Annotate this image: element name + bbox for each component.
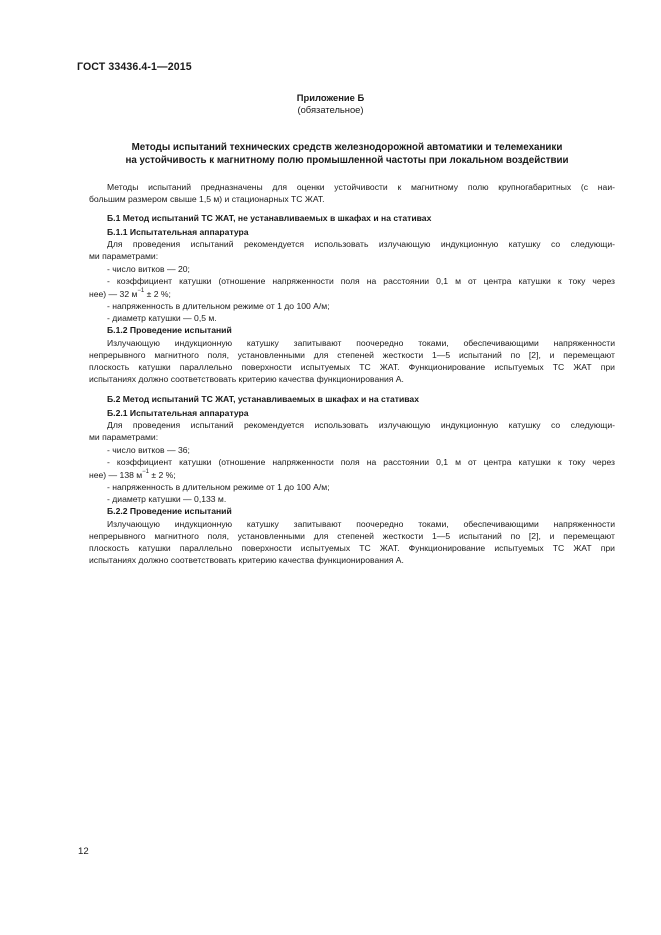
page-number: 12	[78, 846, 89, 857]
subsection-b11-heading: Б.1.1 Испытательная аппаратура	[107, 227, 249, 237]
b11-text-line-2: ми параметрами:	[89, 251, 159, 261]
b21-item-coefficient-line-2: нее) — 138 $м^{-1} \pm 2$ %;	[89, 469, 176, 480]
b12-text-line-4: испытаниях должно соответствовать критерию качества функционирования А.	[89, 374, 404, 384]
b22-text-line-4: испытаниях должно соответствовать критерию качества функционирования А.	[89, 555, 404, 565]
b11-item-coefficient-line-2: нее) — 32 $м^{-1} \pm 2$ %;	[89, 288, 171, 299]
b11-text-line-1: Для проведения испытаний рекомендуется использовать излучающую индукционную катушку со следующи-	[107, 239, 615, 249]
b21-item-field-strength: - напряженность в длительном режиме от 1 до 100 А/м;	[107, 482, 330, 492]
b22-text-line-3: плоскость катушки параллельно поверхности испытуемых ТС ЖАТ. Функционирование испытуемых ТС ЖАТ при	[89, 543, 615, 553]
annex-title: Приложение Б	[296, 92, 365, 103]
document-title-line-1: Методы испытаний технических средств железнодорожной автоматики и телемеханики	[131, 142, 563, 153]
subsection-b22-heading: Б.2.2 Проведение испытаний	[107, 506, 232, 516]
intro-line-1: Методы испытаний предназначены для оценки устойчивости к магнитному полю крупногабаритных (с наи-	[107, 182, 615, 192]
section-b1-heading: Б.1 Метод испытаний ТС ЖАТ, не устанавливаемых в шкафах и на стативах	[107, 213, 432, 223]
b11-item-coefficient-line-1: - коэффициент катушки (отношение напряженности поля на расстоянии 0,1 м от центра катушки к току через	[107, 276, 615, 286]
b11-item-field-strength: - напряженность в длительном режиме от 1 до 100 А/м;	[107, 301, 330, 311]
b12-text-line-2: непрерывного магнитного поля, установленными для степеней жесткости 1—5 испытаний по [2], и перемещают	[89, 350, 615, 360]
b21-item-turns: - число витков — 36;	[107, 445, 190, 455]
b22-text-line-2: непрерывного магнитного поля, установленными для степеней жесткости 1—5 испытаний по [2], и перемещают	[89, 531, 615, 541]
b12-text-line-1: Излучающую индукционную катушку запитывают поочередно токами, обеспечивающими напряженности	[107, 338, 615, 348]
b21-text-line-2: ми параметрами:	[89, 432, 159, 442]
b22-text-line-1: Излучающую индукционную катушку запитывают поочередно токами, обеспечивающими напряженности	[107, 519, 615, 529]
b12-text-line-3: плоскость катушки параллельно поверхности испытуемых ТС ЖАТ. Функционирование испытуемых ТС ЖАТ при	[89, 362, 615, 372]
b21-item-coefficient-line-1: - коэффициент катушки (отношение напряженности поля на расстоянии 0,1 м от центра катушки к току через	[107, 457, 615, 467]
b21-text-line-1: Для проведения испытаний рекомендуется использовать излучающую индукционную катушку со следующи-	[107, 420, 615, 430]
document-code-header: ГОСТ 33436.4-1—2015	[77, 61, 192, 73]
document-title-line-2: на устойчивость к магнитному полю промышленной частоты при локальном воздействии	[125, 155, 569, 166]
subsection-b21-heading: Б.2.1 Испытательная аппаратура	[107, 408, 249, 418]
annex-status: (обязательное)	[297, 104, 364, 115]
b21-item-diameter: - диаметр катушки — 0,133 м.	[107, 494, 227, 504]
b11-item-turns: - число витков — 20;	[107, 264, 190, 274]
b11-item-diameter: - диаметр катушки — 0,5 м.	[107, 313, 217, 323]
subsection-b12-heading: Б.1.2 Проведение испытаний	[107, 325, 232, 335]
section-b2-heading: Б.2 Метод испытаний ТС ЖАТ, устанавливаемых в шкафах и на стативах	[107, 394, 419, 404]
intro-line-2: большим размером свыше 1,5 м) и стационарных ТС ЖАТ.	[89, 194, 325, 204]
